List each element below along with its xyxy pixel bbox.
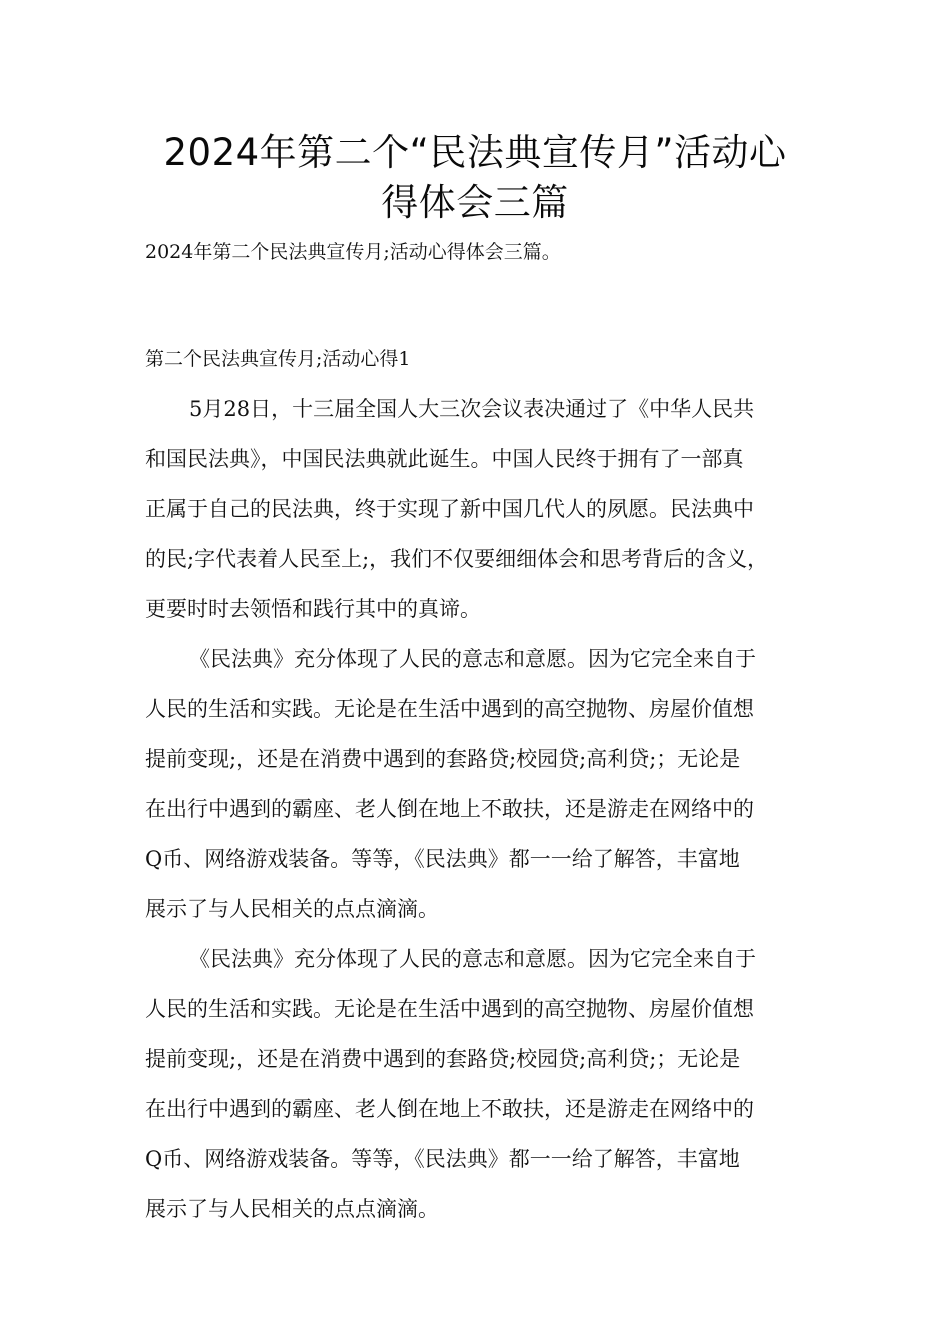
paragraph-line: 人民的生活和实践。无论是在生活中遇到的高空抛物、房屋价值想 (145, 697, 754, 721)
document-title-line-1: 2024年第二个“民法典宣传月”活动心 (163, 131, 787, 174)
paragraph-line: Q币、网络游戏装备。等等，《民法典》都一一给了解答，丰富地 (145, 847, 740, 871)
paragraph-2 (145, 634, 811, 934)
paragraph-line: 正属于自己的民法典，终于实现了新中国几代人的夙愿。民法典中 (145, 497, 754, 521)
paragraph-line: 《民法典》充分体现了人民的意志和意愿。因为它完全来自于 (189, 647, 756, 671)
document-title-line-2: 得体会三篇 (381, 181, 569, 224)
paragraph-line: Q币、网络游戏装备。等等，《民法典》都一一给了解答，丰富地 (145, 1147, 740, 1171)
section-heading: 第二个民法典宣传月;活动心得1 (145, 348, 411, 370)
paragraph-line: 5月28日，十三届全国人大三次会议表决通过了《中华人民共 (189, 397, 755, 421)
paragraph-line: 更要时时去领悟和践行其中的真谛。 (145, 597, 481, 621)
paragraph-line: 展示了与人民相关的点点滴滴。 (145, 897, 439, 921)
paragraph-line: 在出行中遇到的霸座、老人倒在地上不敢扶，还是游走在网络中的 (145, 1097, 754, 1121)
paragraph-line: 《民法典》充分体现了人民的意志和意愿。因为它完全来自于 (189, 947, 756, 971)
paragraph-line: 提前变现;，还是在消费中遇到的套路贷;校园贷;高利贷;；无论是 (145, 747, 741, 771)
paragraph-line: 人民的生活和实践。无论是在生活中遇到的高空抛物、房屋价值想 (145, 997, 754, 1021)
paragraph-line: 的民;字代表着人民至上;，我们不仅要细细体会和思考背后的含义， (145, 547, 769, 571)
document-subtitle: 2024年第二个民法典宣传月;活动心得体会三篇。 (145, 241, 561, 263)
paragraph-3 (145, 934, 811, 1234)
paragraph-line: 提前变现;，还是在消费中遇到的套路贷;校园贷;高利贷;；无论是 (145, 1047, 741, 1071)
paragraph-line: 展示了与人民相关的点点滴滴。 (145, 1197, 439, 1221)
document-body (145, 334, 811, 1234)
paragraph-line: 在出行中遇到的霸座、老人倒在地上不敢扶，还是游走在网络中的 (145, 797, 754, 821)
paragraph-1 (145, 384, 811, 634)
document-title (120, 128, 830, 228)
paragraph-line: 和国民法典》，中国民法典就此诞生。中国人民终于拥有了一部真 (145, 447, 744, 471)
